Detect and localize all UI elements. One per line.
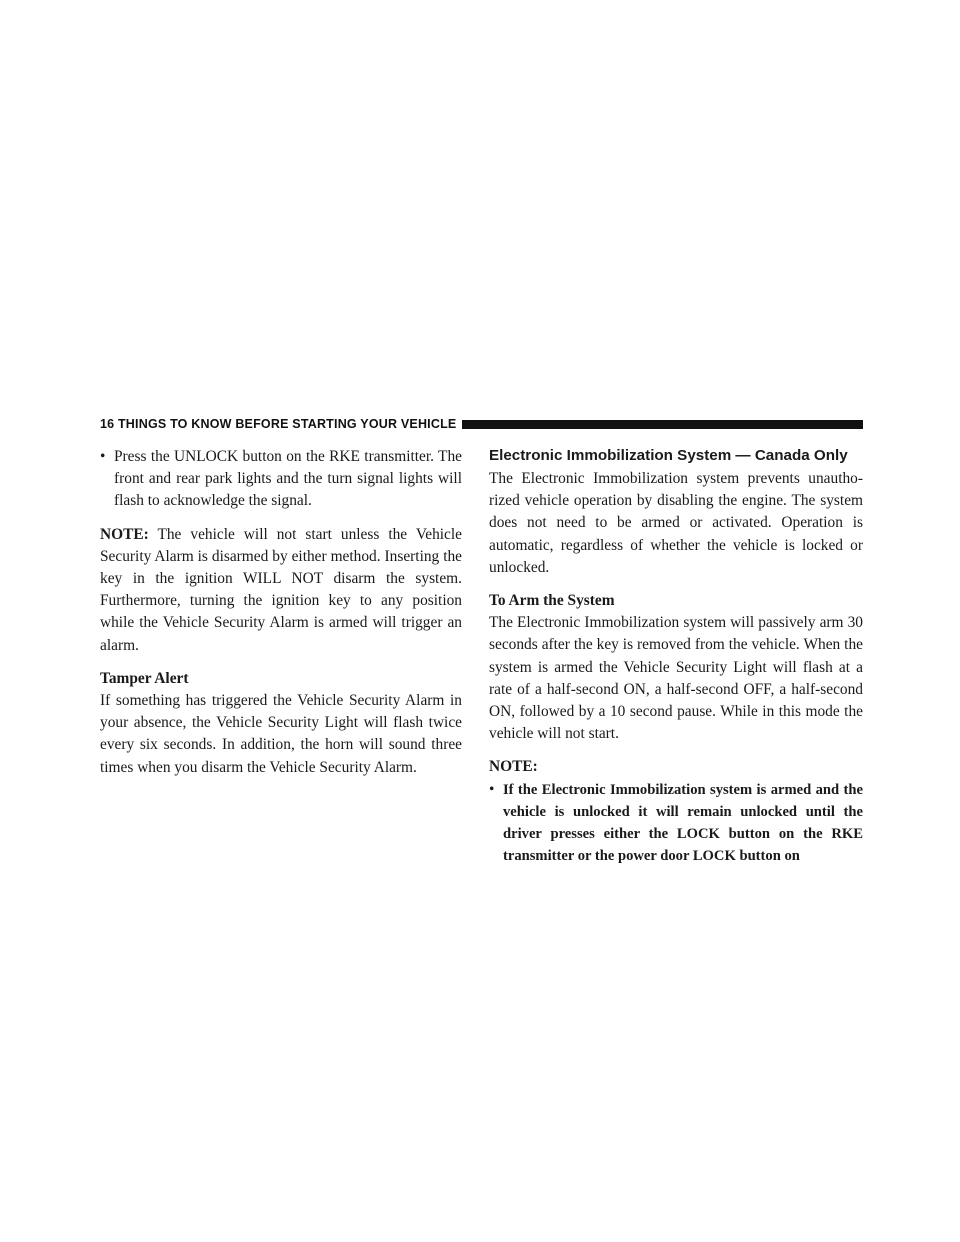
unlock-bullet-text: Press the UNLOCK button on the RKE transmitter. The front and rear park lights and the turn signal lights will flash to acknowledge the signal. — [114, 448, 462, 510]
section-title: Electronic Immobilization System — Canada Only — [489, 447, 848, 464]
page-number-and-chapter: 16 THINGS TO KNOW BEFORE STARTING YOUR VEHICLE — [100, 417, 457, 431]
page-header — [100, 417, 863, 431]
unlock-bullet — [100, 446, 462, 513]
note-heading: NOTE: — [489, 758, 538, 776]
note-paragraph — [100, 524, 462, 657]
bullet-marker: • — [100, 448, 106, 465]
tamper-alert-heading: Tamper Alert — [100, 669, 189, 687]
right-column — [489, 446, 863, 878]
note-label: NOTE: — [100, 525, 149, 543]
header-rule — [462, 420, 863, 429]
arm-system-heading: To Arm the System — [489, 592, 615, 610]
immobilizer-intro: The Electronic Immobilization system prevents unautho-rized vehicle operation by disabling the engine. The system does not need to be armed or activated. Operation is automatic, regardless of whether the vehicle is locked or unlocked. — [489, 470, 863, 576]
arm-system-text: The Electronic Immobilization system will passively arm 30 seconds after the key is removed from the vehicle. When the system is armed the Vehicle Security Light will flash at a rate of a half-second ON, a half-second OFF, a half-second ON, followed by a 10 second pause. While in this mode the vehicle will not start. — [489, 614, 863, 743]
note-bullet — [489, 779, 863, 868]
note-bullet-text: If the Electronic Immobilization system is armed and the vehicle is unlocked it will remain unlocked until the driver presses either the LOCK button on the RKE transmitter or the power door LOCK button on — [503, 781, 863, 865]
left-column — [100, 446, 462, 790]
note-text: The vehicle will not start unless the Vehicle Security Alarm is disarmed by either method. Inserting the key in the ignition WILL NOT disarm the system. Furthermore, turning the ignition key to any position while the Vehicle Security Alarm is armed will trigger an alarm. — [100, 525, 462, 654]
tamper-alert-text: If something has triggered the Vehicle Security Alarm in your absence, the Vehicle Security Light will flash twice every six seconds. In addition, the horn will sound three times when you disarm the Vehicle Security Alarm. — [100, 692, 462, 776]
bullet-marker: • — [489, 780, 495, 798]
